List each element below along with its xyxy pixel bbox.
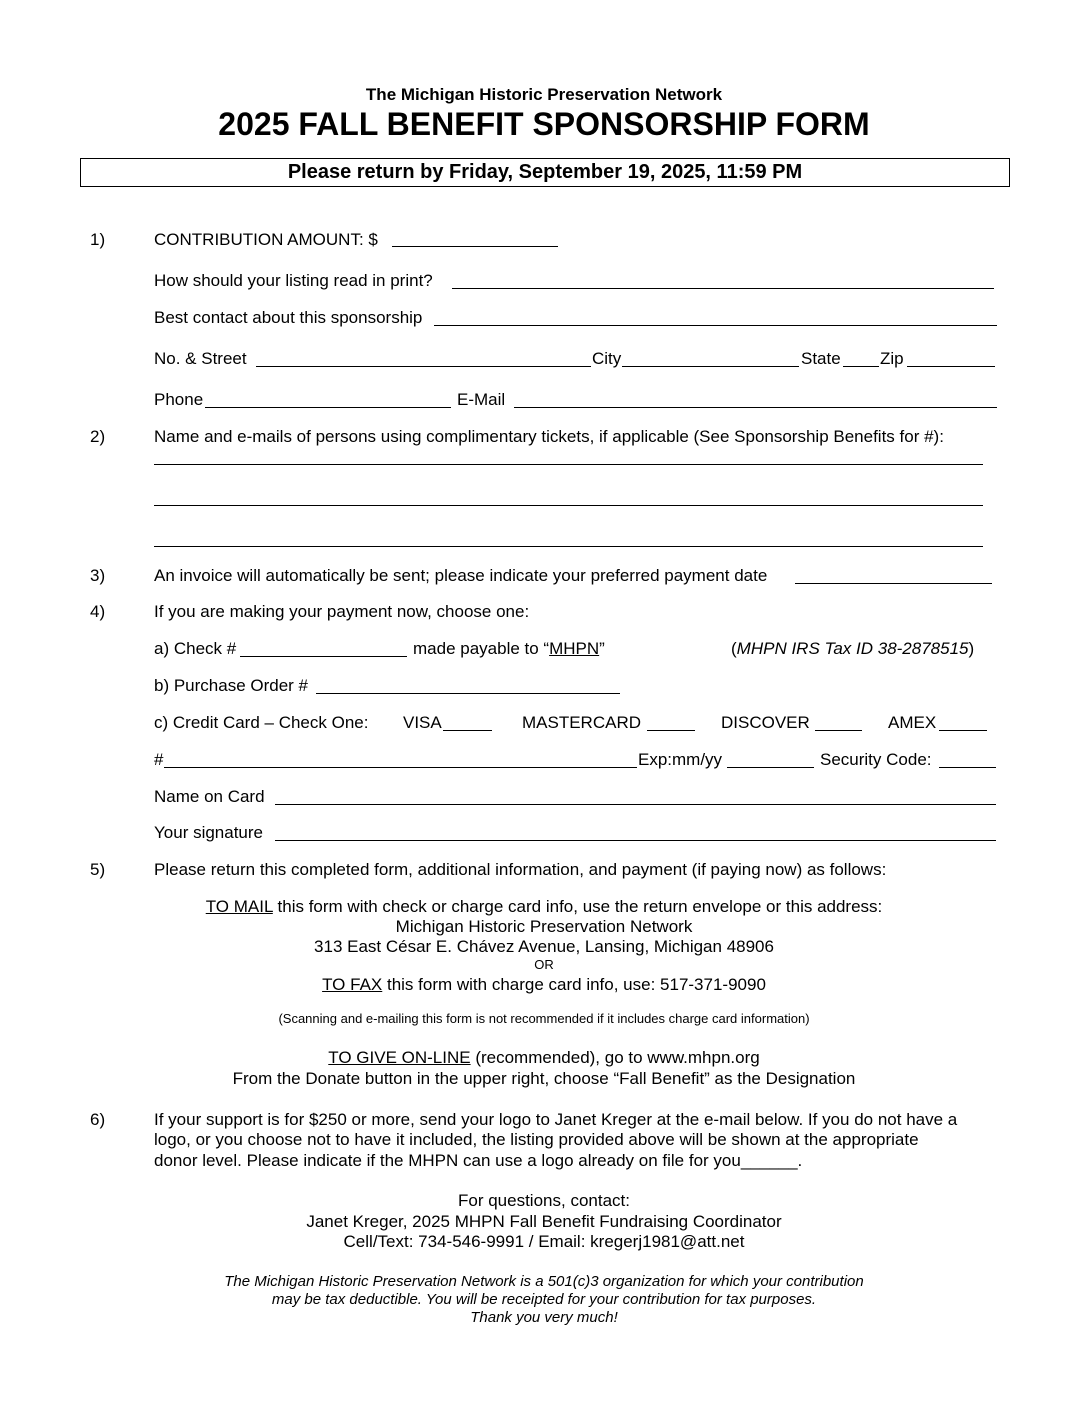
po-label: b) Purchase Order # [154,676,309,695]
section-2-number: 2) [90,427,106,446]
name-on-card-field[interactable] [275,784,996,805]
tax-note-line-2: may be tax deductible. You will be receipted for your contribution for tax purposes. [271,1291,817,1308]
discover-label: DISCOVER [721,713,810,732]
check-label: a) Check # [154,639,237,658]
tickets-label: Name and e-mails of persons using complimentary tickets, if applicable (See Sponsorship Benefits for #): [154,427,944,446]
fax-text: this form with charge card info, use: 517-371-9090 [382,975,766,994]
email-field[interactable] [514,387,997,408]
online-text: (recommended), go to www.mhpn.org [470,1048,760,1067]
section-4-number: 4) [90,602,106,621]
section-1-number: 1) [90,230,106,249]
tax-note-line-1: The Michigan Historic Preservation Network is a 501(c)3 organization for which your contribution [224,1273,864,1290]
fax-label: TO FAX [322,975,383,994]
street-field[interactable] [256,346,591,367]
tickets-line-3[interactable] [154,526,983,547]
mail-text: this form with check or charge card info, use the return envelope or this address: [272,897,883,916]
signature-label: Your signature [154,823,264,842]
email-label: E-Mail [457,390,506,409]
mastercard-checkbox[interactable] [647,710,695,731]
payable-close: ” [599,639,605,658]
donate-instructions: From the Donate button in the upper right, choose “Fall Benefit” as the Designation [232,1069,856,1088]
phone-label: Phone [154,390,204,409]
best-contact-field[interactable] [434,305,997,326]
online-label: TO GIVE ON-LINE [328,1048,471,1067]
card-number-field[interactable] [164,747,637,768]
address-line-1: Michigan Historic Preservation Network [395,917,693,936]
payable-text [413,639,605,659]
payment-now-label: If you are making your payment now, choose one: [154,602,530,621]
state-label: State [801,349,841,368]
check-number-field[interactable] [240,636,407,657]
logo-text-line-3: donor level. Please indicate if the MHPN can use a logo already on file for you______. [154,1151,803,1170]
zip-field[interactable] [907,346,995,367]
form-title: 2025 FALL BENEFIT SPONSORSHIP FORM [218,106,870,142]
zip-label: Zip [880,349,904,368]
street-label: No. & Street [154,349,247,368]
or-separator: OR [534,957,554,972]
amex-label: AMEX [888,713,937,732]
contribution-label: CONTRIBUTION AMOUNT: $ [154,230,378,249]
po-field[interactable] [316,673,620,694]
listing-field[interactable] [452,268,994,289]
tax-id-text [731,639,974,659]
fax-instructions [0,975,1088,995]
tax-close: ) [968,639,975,658]
phone-field[interactable] [205,387,451,408]
section-3-number: 3) [90,566,106,585]
coordinator-contact: Cell/Text: 734-546-9991 / Email: kregerj1981@att.net [343,1232,745,1251]
credit-card-label: c) Credit Card – Check One: [154,713,369,732]
contribution-amount-field[interactable] [392,226,558,247]
mail-instructions [0,897,1088,917]
city-label: City [592,349,622,368]
mastercard-label: MASTERCARD [522,713,642,732]
security-code-label: Security Code: [820,750,932,769]
address-line-2: 313 East César E. Chávez Avenue, Lansing, Michigan 48906 [314,937,774,956]
online-instructions [0,1048,1088,1068]
return-instructions: Please return this completed form, additional information, and payment (if paying now) as follows: [154,860,887,879]
expiry-field[interactable] [727,747,814,768]
mail-label: TO MAIL [205,897,273,916]
deadline-text: Please return by Friday, September 19, 2025, 11:59 PM [287,161,803,183]
scan-note: (Scanning and e-mailing this form is not recommended if it includes charge card information) [278,1011,810,1026]
tax-id: MHPN IRS Tax ID 38-2878515 [736,639,969,658]
thank-you: Thank you very much! [470,1309,618,1326]
invoice-label: An invoice will automatically be sent; please indicate your preferred payment date [154,566,768,585]
payable-label: made payable to “ [413,639,550,658]
signature-field[interactable] [275,820,996,841]
expiry-label: Exp:mm/yy [638,750,723,769]
payment-date-field[interactable] [795,563,992,584]
name-on-card-label: Name on Card [154,787,265,806]
card-number-label: # [154,750,164,769]
discover-checkbox[interactable] [815,710,862,731]
security-code-field[interactable] [939,747,996,768]
tax-open: ( [731,639,737,658]
section-6-number: 6) [90,1110,106,1129]
tickets-line-2[interactable] [154,485,983,506]
state-field[interactable] [843,346,879,367]
city-field[interactable] [622,346,799,367]
listing-label: How should your listing read in print? [154,271,433,290]
questions-heading: For questions, contact: [458,1191,630,1210]
payee-name: MHPN [549,639,600,658]
best-contact-label: Best contact about this sponsorship [154,308,423,327]
tickets-line-1[interactable] [154,444,983,465]
section-5-number: 5) [90,860,106,879]
logo-text-line-1: If your support is for $250 or more, send your logo to Janet Kreger at the e-mail below. If you do not have a [154,1110,958,1129]
amex-checkbox[interactable] [939,710,987,731]
org-name: The Michigan Historic Preservation Network [365,85,723,104]
deadline-box [80,158,1010,187]
coordinator-name: Janet Kreger, 2025 MHPN Fall Benefit Fundraising Coordinator [306,1212,782,1231]
visa-checkbox[interactable] [443,710,492,731]
visa-label: VISA [403,713,442,732]
logo-text-line-2: logo, or you choose not to have it included, the listing provided above will be shown at the appropriate [154,1130,919,1149]
